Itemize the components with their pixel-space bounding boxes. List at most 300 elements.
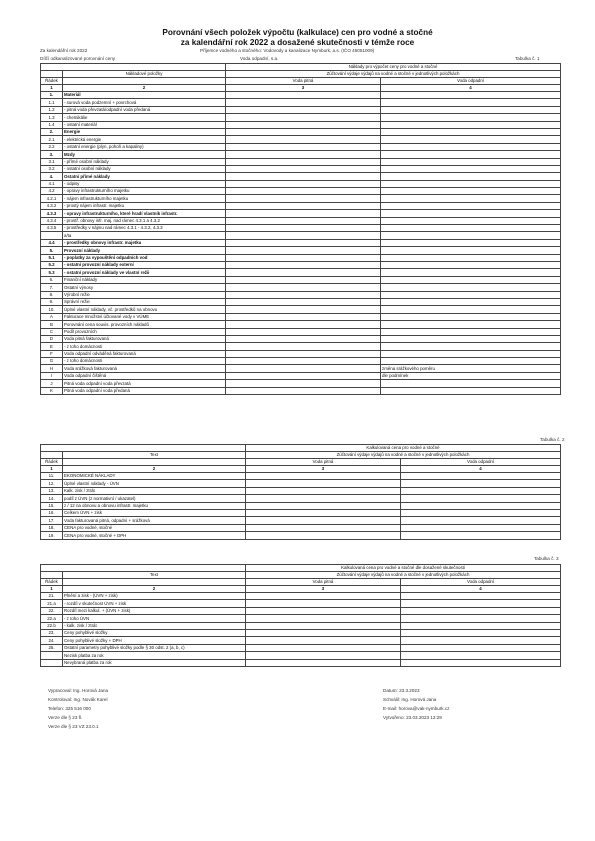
footer-left-line: Verze dle § 23 VZ 23.0.1 — [48, 724, 99, 729]
waste-value — [381, 158, 561, 165]
row-label: - prostý nájem infrastr. majetku — [63, 202, 226, 209]
waste-value — [381, 306, 561, 313]
waste-value — [401, 607, 561, 614]
footer-right-line: Schválil: Ing. Horová Jana — [383, 697, 437, 702]
table2-tag: Tabulka č. 2 — [540, 437, 565, 442]
drinking-value — [246, 593, 401, 600]
column-header-waste: Voda odpadní — [381, 78, 561, 85]
drinking-value — [226, 195, 381, 202]
drinking-value — [226, 210, 381, 217]
table-row — [41, 644, 561, 651]
row-label: - chemikálie — [63, 114, 226, 121]
waste-value — [401, 509, 561, 516]
footer-right-line: E-mail: horova@vak-nymburk.cz — [383, 706, 450, 711]
header-empty — [41, 445, 246, 452]
row-label: Plnění a zisk - (ÚVN + zisk) — [63, 593, 246, 600]
drinking-value — [226, 321, 381, 328]
row-number: D — [41, 335, 63, 342]
column-header-group: Zúčtování výdaje výdajů na vodné a stočné v jednotlivých položkách — [246, 572, 561, 579]
drinking-value — [226, 114, 381, 121]
waste-value — [381, 99, 561, 106]
row-label: Výrobní režie — [63, 291, 226, 298]
row-number: 1.3 — [41, 114, 63, 121]
row-number: 24. — [41, 637, 63, 644]
row-number: 4.3.4 — [41, 217, 63, 224]
row-label: Voda pitná fakturovaná — [63, 335, 226, 342]
footer-right-line: Datum: 23.3.2023 — [383, 688, 420, 693]
drinking-value — [226, 387, 381, 394]
waste-value — [401, 473, 561, 480]
waste-value — [401, 524, 561, 531]
table-row — [41, 615, 561, 622]
waste-value — [381, 358, 561, 365]
drinking-value — [226, 128, 381, 135]
column-number: 3 — [246, 466, 401, 473]
waste-value — [401, 629, 561, 636]
waste-value — [381, 284, 561, 291]
row-number: 4.3.2 — [41, 202, 63, 209]
row-label: Ostatní parametry pohyblivé složky podle § 30 odst. 2 (a, b, c) — [63, 644, 246, 651]
drinking-value — [246, 622, 401, 629]
row-label: Nezisk platba za rok — [63, 652, 246, 659]
row-number: 9. — [41, 298, 63, 305]
row-label: - ostatní materiál — [63, 121, 226, 128]
waste-value — [381, 239, 561, 246]
row-number: 2. — [41, 128, 63, 135]
waste-value — [381, 180, 561, 187]
drinking-value — [246, 615, 401, 622]
row-label: EKONOMICKÉ NÁKLADY — [63, 473, 246, 480]
table-row — [41, 659, 561, 666]
header-empty — [41, 71, 63, 78]
actual-table — [40, 564, 561, 667]
drinking-value — [226, 276, 381, 283]
table-row — [41, 328, 561, 335]
row-label: - nájem infrastrukturního majetku — [63, 195, 226, 202]
row-number: 10. — [41, 306, 63, 313]
drinking-value — [226, 217, 381, 224]
waste-value — [381, 328, 561, 335]
drinking-value — [226, 335, 381, 342]
table-row — [41, 143, 561, 150]
title-line-1: Porovnání všech položek výpočtu (kalkulace) cen pro vodné a stočné — [162, 28, 433, 37]
column-header-row: Řádek — [41, 78, 63, 85]
row-number: 22.b — [41, 622, 63, 629]
footer-left-line: Kontroloval: Ing. Novák Karel — [48, 697, 108, 702]
column-number: 1 — [41, 586, 63, 593]
row-number: 12. — [41, 480, 63, 487]
row-label: Podíl provozních — [63, 328, 226, 335]
row-number — [41, 652, 63, 659]
row-number: 4.2 — [41, 188, 63, 195]
drinking-value — [226, 232, 381, 239]
table-row — [41, 495, 561, 502]
table-row — [41, 247, 561, 254]
drinking-value — [226, 202, 381, 209]
cost-table — [40, 63, 561, 395]
table3-tag: Tabulka č. 3 — [534, 556, 559, 561]
waste-value — [381, 247, 561, 254]
table-row — [41, 284, 561, 291]
row-number: 19. — [41, 532, 63, 539]
header-empty — [63, 78, 226, 85]
table-row — [41, 180, 561, 187]
table-row — [41, 99, 561, 106]
waste-value — [381, 261, 561, 268]
drinking-value — [226, 372, 381, 379]
row-number: 17. — [41, 517, 63, 524]
table-row — [41, 114, 561, 121]
column-header-group: Zúčtování výdaje výdajů na vodné a stočné v jednotlivých položkách — [226, 71, 561, 78]
waste-value — [381, 321, 561, 328]
column-number: 1 — [41, 85, 63, 92]
column-number: 3 — [246, 586, 401, 593]
table-row — [41, 298, 561, 305]
drinking-value — [246, 532, 401, 539]
row-number: 21. — [41, 593, 63, 600]
row-number: 7. — [41, 284, 63, 291]
row-label: - kalk. zisk / ztrát — [63, 622, 246, 629]
row-label: - prostředky obnovy infrastr. majetku — [63, 239, 226, 246]
drinking-value — [226, 225, 381, 232]
drinking-value — [246, 517, 401, 524]
drinking-value — [246, 659, 401, 666]
waste-value — [401, 593, 561, 600]
table-row — [41, 269, 561, 276]
row-label: - rozdíl v skutečnost ÚVN + zisk — [63, 600, 246, 607]
footer-left — [48, 686, 108, 731]
table-row — [41, 487, 561, 494]
row-label: Materiál — [63, 92, 226, 99]
row-label: Ostatní výnosy — [63, 284, 226, 291]
waste-value — [381, 276, 561, 283]
table-row — [41, 380, 561, 387]
row-number: C — [41, 328, 63, 335]
table-row — [41, 254, 561, 261]
row-label: Finanční náklady — [63, 276, 226, 283]
waste-value — [401, 532, 561, 539]
row-label: Mzdy — [63, 151, 226, 158]
drinking-value — [226, 99, 381, 106]
waste-value — [401, 517, 561, 524]
table-row — [41, 600, 561, 607]
drinking-value — [226, 136, 381, 143]
row-label: - z toho domácnosti — [63, 358, 226, 365]
row-number — [41, 659, 63, 666]
row-number: 4.4 — [41, 239, 63, 246]
row-label: a/ta — [63, 232, 226, 239]
drinking-value — [226, 165, 381, 172]
row-number: 3.2 — [41, 165, 63, 172]
row-number: 21.a — [41, 600, 63, 607]
waste-value — [401, 502, 561, 509]
row-label: Voda odpadní odváděná fakturovaná — [63, 350, 226, 357]
waste-value — [381, 202, 561, 209]
row-number: 18. — [41, 524, 63, 531]
waste-value — [381, 114, 561, 121]
table-super-header: Kalkulovaná cena pro vodné a stočné — [246, 445, 561, 452]
drinking-value — [226, 306, 381, 313]
column-header-item: Text — [63, 572, 246, 579]
table-row — [41, 517, 561, 524]
table-row — [41, 173, 561, 180]
row-number: K — [41, 387, 63, 394]
row-number: 8. — [41, 291, 63, 298]
row-number: 22. — [41, 607, 63, 614]
row-label: - ostatní provozní náklady ve vlastní režii — [63, 269, 226, 276]
row-number: I — [41, 372, 63, 379]
row-number: 5. — [41, 247, 63, 254]
drinking-value — [226, 121, 381, 128]
waste-value — [381, 106, 561, 113]
column-number: 4 — [401, 466, 561, 473]
header-empty — [63, 579, 246, 586]
table-row — [41, 217, 561, 224]
row-number: 13. — [41, 487, 63, 494]
row-number: F — [41, 350, 63, 357]
table-row — [41, 232, 561, 239]
waste-value — [381, 380, 561, 387]
drinking-value — [246, 473, 401, 480]
drinking-value — [226, 188, 381, 195]
waste-value — [381, 188, 561, 195]
row-label: podíl z ÚVN (z normativní / ukazatel) — [63, 495, 246, 502]
drinking-value — [226, 261, 381, 268]
table1-tag: Tabulka č. 1 — [515, 56, 540, 61]
drinking-value — [226, 313, 381, 320]
table-row — [41, 473, 561, 480]
row-label: CENA pro vodné, stočné + DPH — [63, 532, 246, 539]
row-number: 16. — [41, 509, 63, 516]
header-empty — [63, 459, 246, 466]
column-header-drinking: Voda pitná — [246, 459, 401, 466]
title-line-2: za kalendářní rok 2022 a dosažené skutečnosti v témže roce — [180, 38, 415, 47]
row-number: 22.a — [41, 615, 63, 622]
table-row — [41, 261, 561, 268]
row-label: Ceny pohyblivé složky + DPH — [63, 637, 246, 644]
row-number: 1.1 — [41, 99, 63, 106]
drinking-value — [226, 358, 381, 365]
table-row — [41, 165, 561, 172]
waste-value — [381, 335, 561, 342]
row-label: Fakturace množství účtované vody v VÚME — [63, 313, 226, 320]
column-header-drinking: Voda pitná — [226, 78, 381, 85]
row-label: Nevybraná platba za rok — [63, 659, 246, 666]
row-number: G — [41, 358, 63, 365]
waste-value: dle podmínek — [381, 372, 561, 379]
waste-value — [381, 128, 561, 135]
row-label: Voda fakturovaná pitná, odpadní + srážková — [63, 517, 246, 524]
table-row — [41, 637, 561, 644]
table-row — [41, 480, 561, 487]
meta-service: Voda odpadní, s.a. — [240, 56, 279, 61]
column-number: 2 — [63, 85, 226, 92]
row-label: - surová voda podzemní + povrchová — [63, 99, 226, 106]
row-number: 3.1 — [41, 158, 63, 165]
table-row — [41, 276, 561, 283]
table-row — [41, 372, 561, 379]
row-label: - pitná voda převzatá/odpadní voda předaná — [63, 106, 226, 113]
table-row — [41, 92, 561, 99]
row-label: - prostředky v nájmu nad rámec 4.3.1 - 4.3.2, 4.3.3 — [63, 225, 226, 232]
drinking-value — [246, 644, 401, 651]
header-empty — [41, 565, 246, 572]
table-row — [41, 502, 561, 509]
waste-value — [401, 622, 561, 629]
row-label: Celkem ÚVN + zisk — [63, 509, 246, 516]
row-label: - elektrická energie — [63, 136, 226, 143]
row-label: Kalk. zisk / ztrát — [63, 487, 246, 494]
header-empty — [41, 572, 63, 579]
table-row — [41, 622, 561, 629]
waste-value — [381, 350, 561, 357]
drinking-value — [226, 143, 381, 150]
table-row — [41, 321, 561, 328]
column-header-group: Zúčtování výdaje výdajů na vodné a stočné v jednotlivých položkách — [246, 452, 561, 459]
footer-right-line: Vytvořeno: 23.03.2023 13:29 — [383, 715, 442, 720]
table-row — [41, 652, 561, 659]
row-label: - poplatky za vypouštění odpadních vod — [63, 254, 226, 261]
table-row — [41, 106, 561, 113]
table-row — [41, 151, 561, 158]
drinking-value — [246, 629, 401, 636]
column-number: 4 — [381, 85, 561, 92]
footer-left-line: Telefon: 325 516 000 — [48, 706, 91, 711]
table-row — [41, 365, 561, 372]
row-number: J — [41, 380, 63, 387]
table-row — [41, 593, 561, 600]
column-header-waste: Voda odpadní — [401, 579, 561, 586]
table-row — [41, 158, 561, 165]
column-header-drinking: Voda pitná — [246, 579, 401, 586]
column-number: 1 — [41, 466, 63, 473]
table-row — [41, 202, 561, 209]
row-label: - z toho ÚVN — [63, 615, 246, 622]
waste-value — [381, 165, 561, 172]
waste-value — [401, 637, 561, 644]
row-number: 5.1 — [41, 254, 63, 261]
row-number: H — [41, 365, 63, 372]
waste-value — [381, 195, 561, 202]
waste-value — [381, 217, 561, 224]
row-number: 4.3.3 — [41, 210, 63, 217]
drinking-value — [246, 495, 401, 502]
drinking-value — [246, 524, 401, 531]
document-title — [0, 28, 595, 48]
footer-right — [383, 686, 449, 722]
waste-value — [381, 254, 561, 261]
row-number: 6. — [41, 276, 63, 283]
table-row — [41, 188, 561, 195]
drinking-value — [226, 151, 381, 158]
table-row — [41, 350, 561, 357]
waste-value — [381, 313, 561, 320]
row-label: Voda odpadní čištěná — [63, 372, 226, 379]
table-row — [41, 121, 561, 128]
row-number: A — [41, 313, 63, 320]
drinking-value — [226, 106, 381, 113]
waste-value — [381, 232, 561, 239]
table-super-header: Náklady pro výpočet ceny pro vodné a stočné — [226, 64, 561, 71]
row-label: Ceny pohyblivé složky — [63, 629, 246, 636]
waste-value — [401, 480, 561, 487]
row-number: 3. — [41, 151, 63, 158]
drinking-value — [246, 480, 401, 487]
waste-value — [381, 151, 561, 158]
row-label: CENA pro vodné, stočné — [63, 524, 246, 531]
row-label: Energie — [63, 128, 226, 135]
column-header-row: Řádek — [41, 459, 63, 466]
row-label: - odpisy — [63, 180, 226, 187]
drinking-value — [226, 298, 381, 305]
row-number: 4.2.1 — [41, 195, 63, 202]
row-label: Rozdíl mezi kalkul. + (ÚVN + zisk) — [63, 607, 246, 614]
row-number: 11. — [41, 473, 63, 480]
row-label: Úplné vlastní náklady - ÚVN — [63, 480, 246, 487]
drinking-value — [246, 502, 401, 509]
table-row — [41, 291, 561, 298]
waste-value — [401, 659, 561, 666]
waste-value: změna srážkového poměru — [381, 365, 561, 372]
table-row — [41, 195, 561, 202]
row-label: Ostatní přímé náklady — [63, 173, 226, 180]
table-row — [41, 225, 561, 232]
meta-provider: Příjemce vodného a stočného: Vodovody a kanalizace Nymburk, a.s. (IČO 45051009) — [200, 48, 375, 53]
waste-value — [401, 652, 561, 659]
header-empty — [41, 452, 63, 459]
row-label: Porovnání cena souvis. provozních nákladů — [63, 321, 226, 328]
waste-value — [401, 615, 561, 622]
row-number: 1. — [41, 92, 63, 99]
table-row — [41, 629, 561, 636]
row-label: Pitná voda odpadní voda předaná — [63, 387, 226, 394]
row-label: Úplné vlastní náklady, vč. prostředků na obnovu — [63, 306, 226, 313]
row-number — [41, 232, 63, 239]
drinking-value — [226, 365, 381, 372]
drinking-value — [226, 284, 381, 291]
table-super-header: Kalkulovaná cena pro vodné a stočné dle dosažené skutečnosti — [246, 565, 561, 572]
drinking-value — [246, 509, 401, 516]
column-number: 4 — [401, 586, 561, 593]
row-number: 1.2 — [41, 106, 63, 113]
drinking-value — [246, 600, 401, 607]
row-number: 4.1 — [41, 180, 63, 187]
waste-value — [401, 644, 561, 651]
waste-value — [381, 173, 561, 180]
row-number: 2.1 — [41, 136, 63, 143]
row-number: 1.4 — [41, 121, 63, 128]
table-row — [41, 524, 561, 531]
column-number: 3 — [226, 85, 381, 92]
waste-value — [401, 487, 561, 494]
table-row — [41, 532, 561, 539]
drinking-value — [246, 487, 401, 494]
row-label: - opravy infrastrukturního majetku — [63, 188, 226, 195]
footer-left-line: Verze dle § 23 fl. — [48, 715, 83, 720]
row-label: - prostř. obnovy infr. maj. nad rámec 4.3.1 a 4.3.2 — [63, 217, 226, 224]
header-empty — [41, 64, 226, 71]
table-row — [41, 343, 561, 350]
drinking-value — [246, 652, 401, 659]
table-row — [41, 509, 561, 516]
waste-value — [381, 343, 561, 350]
row-label: - ostatní provozní náklady externí — [63, 261, 226, 268]
waste-value — [381, 121, 561, 128]
drinking-value — [226, 158, 381, 165]
drinking-value — [226, 343, 381, 350]
table-row — [41, 306, 561, 313]
waste-value — [401, 600, 561, 607]
